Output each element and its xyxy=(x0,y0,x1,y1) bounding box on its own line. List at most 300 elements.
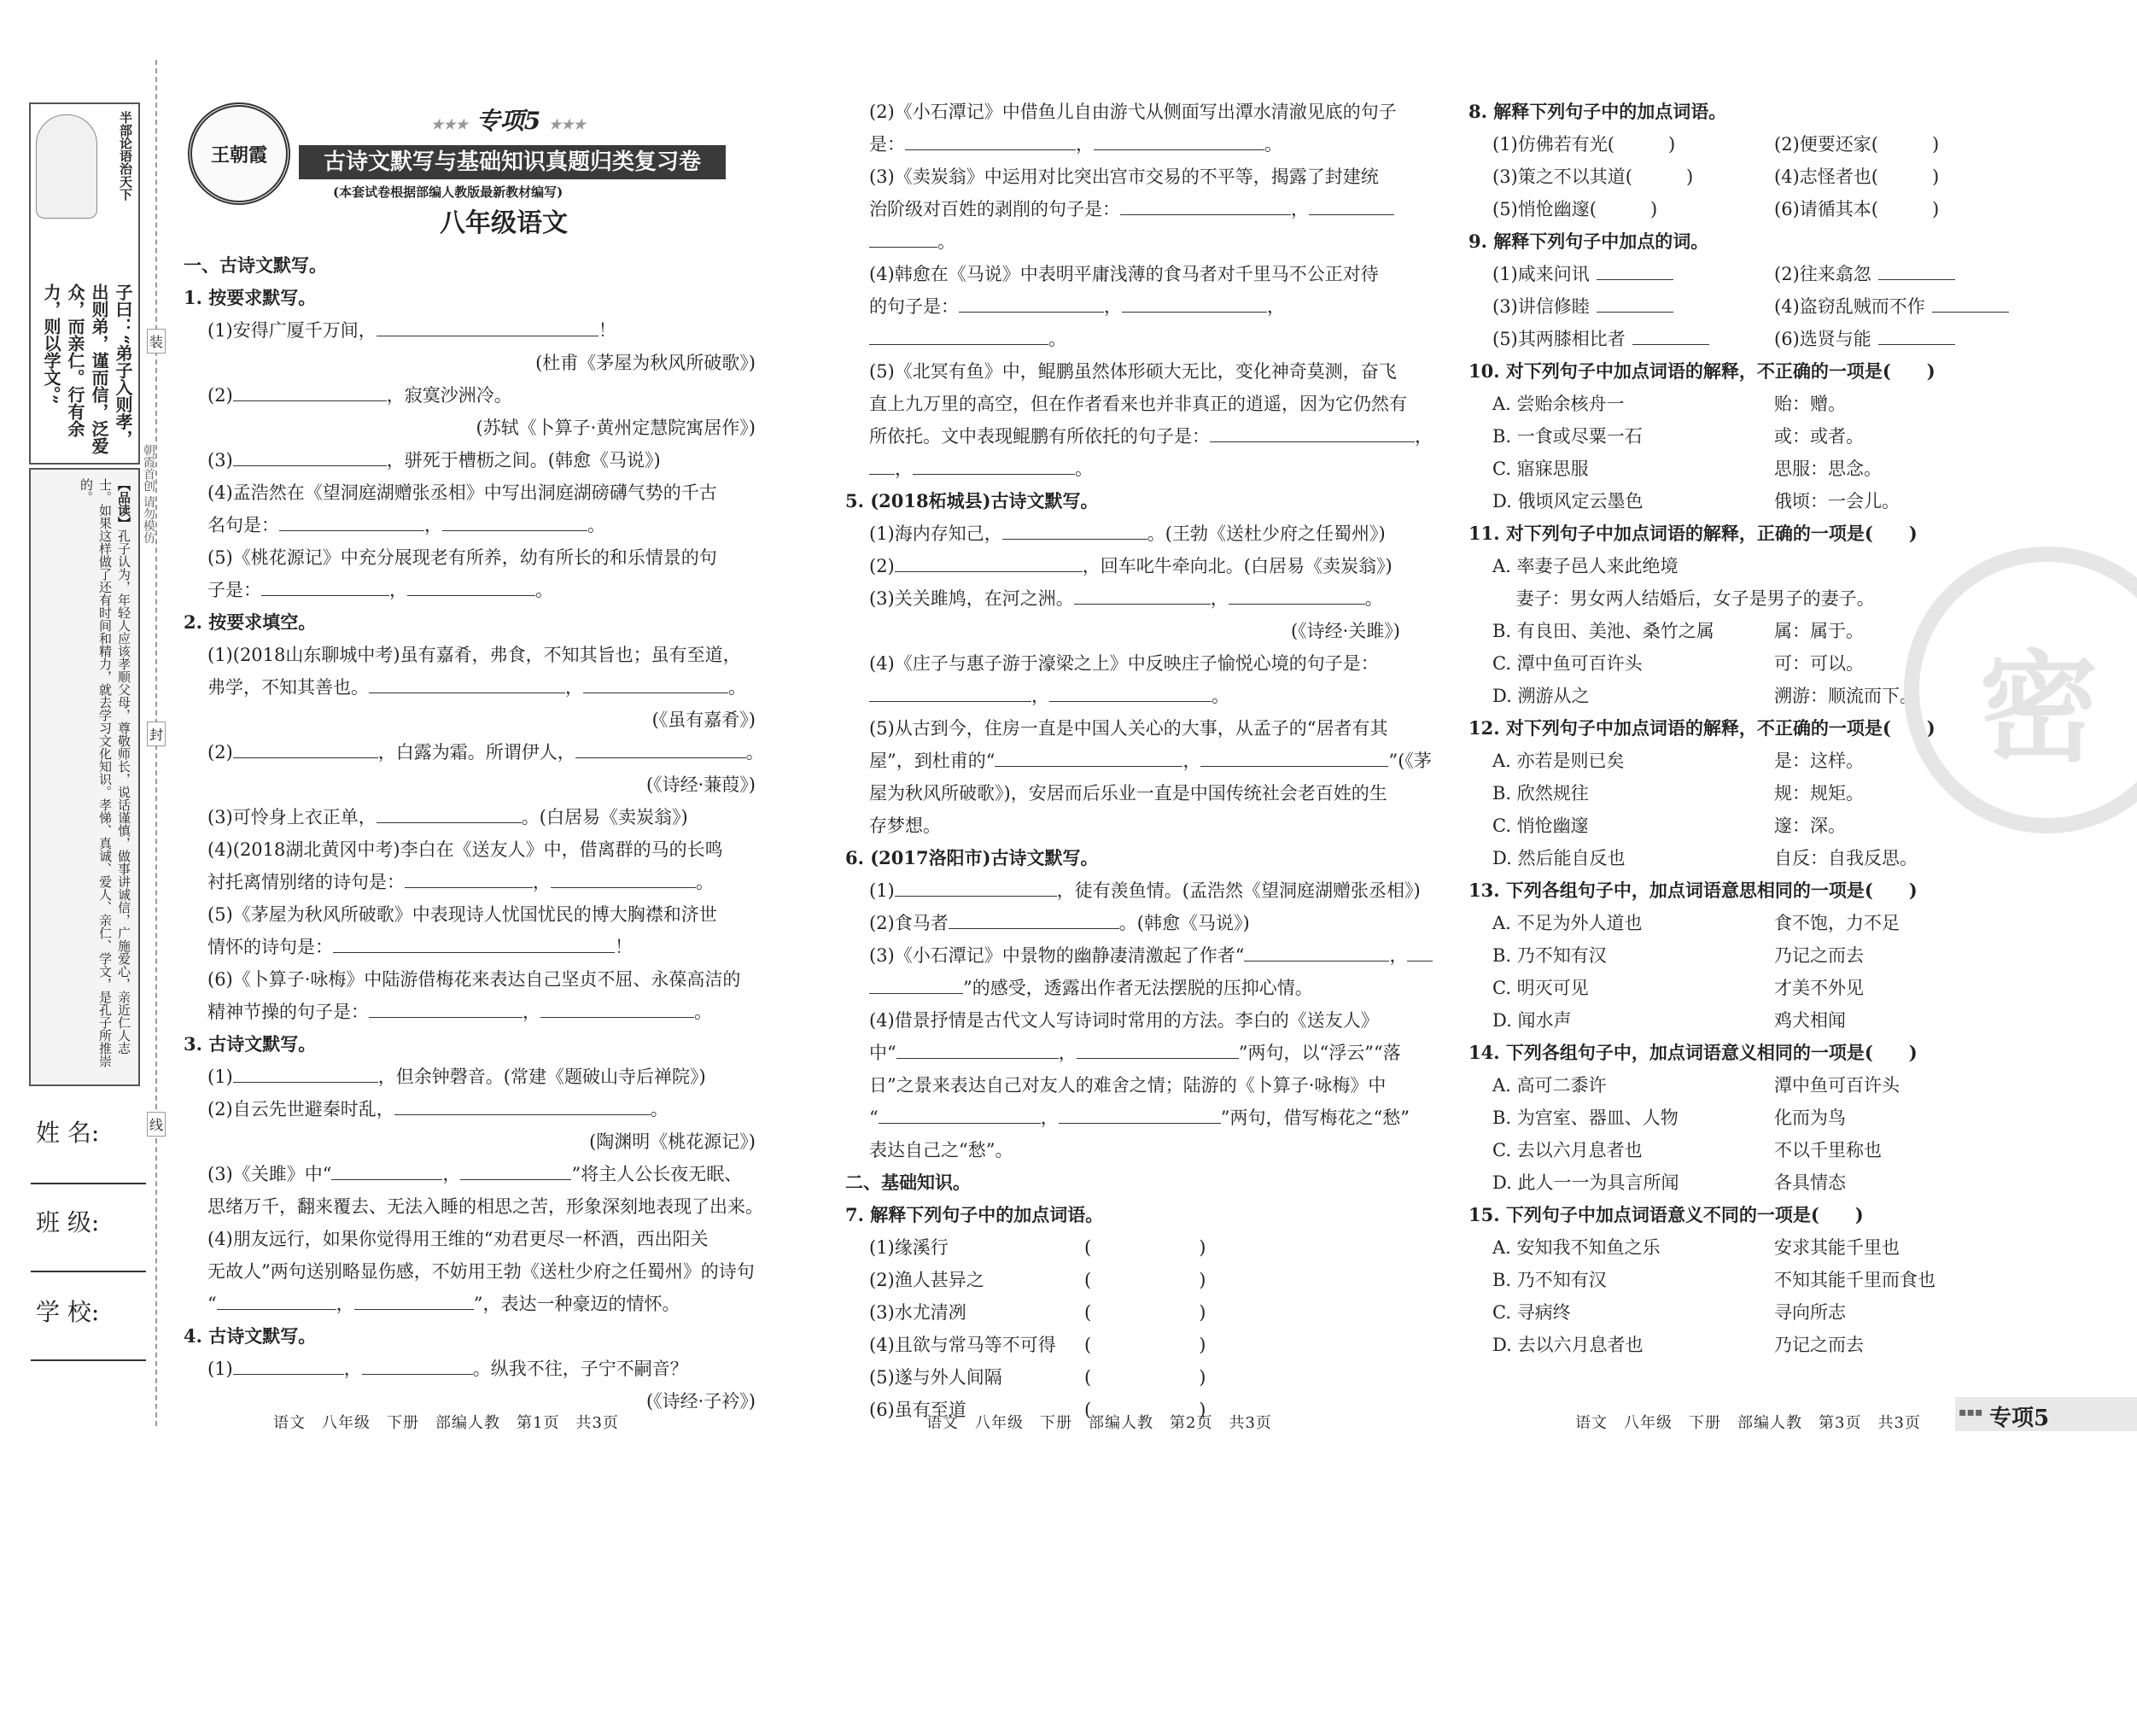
question-text: 所依托。文中表现鲲鹏有所依托的句子是： xyxy=(869,426,1210,447)
answer-blank[interactable] xyxy=(1407,944,1433,962)
option-gloss: 贻：赠。 xyxy=(1774,394,1846,414)
grade-title: 八年级语文 xyxy=(440,208,568,238)
question-text: (1) xyxy=(207,1067,233,1087)
question-text: ”将主人公长夜无眠、 xyxy=(571,1164,743,1184)
question-line xyxy=(845,1199,1400,1231)
answer-blank[interactable] xyxy=(1002,522,1147,540)
question-text: ，寂寞沙洲冷。 xyxy=(386,385,512,406)
answer-blank[interactable] xyxy=(1200,749,1388,767)
commentary-box xyxy=(29,468,140,1086)
question-line xyxy=(845,582,1400,615)
question-title: 12. 对下列句子中加点词语的解释，不正确的一项是( ) xyxy=(1468,717,1936,739)
option-text: C. 明灭可见 xyxy=(1492,978,1589,998)
question-text: 。 xyxy=(535,580,553,600)
answer-blank[interactable] xyxy=(233,448,387,466)
question-text: (《诗经·蒹葭》) xyxy=(645,774,756,795)
question-text: ， xyxy=(1182,751,1201,771)
question-text: 。(韩愈《马说》) xyxy=(1118,913,1250,933)
question-line xyxy=(184,606,756,639)
question-line xyxy=(845,1231,1400,1264)
question-text: ， xyxy=(1076,134,1094,155)
question-text: (苏轼《卜算子·黄州定慧院寓居作》) xyxy=(476,418,756,438)
question-title: 8. 解释下列句子中的加点词语。 xyxy=(1468,101,1727,122)
page-1-column xyxy=(184,249,764,1736)
question-text: (1)海内存知己， xyxy=(869,523,1002,544)
item-text: (1)仿佛若有光( ) xyxy=(1492,134,1676,155)
item-row xyxy=(1468,161,2066,193)
item-cell xyxy=(1492,258,1774,290)
question-line xyxy=(845,1361,1400,1394)
answer-blank[interactable] xyxy=(1878,262,1955,280)
option-text: A. 高可二黍许 xyxy=(1492,1075,1607,1096)
question-text: (陶渊明《桃花源记》) xyxy=(589,1131,756,1152)
option-gloss: 乃记之而去 xyxy=(1774,945,1864,966)
question-text: (4)《庄子与惠子游于濠梁之上》中反映庄子愉悦心境的句子是： xyxy=(869,653,1379,674)
answer-blank[interactable] xyxy=(1309,197,1394,215)
question-text: ， xyxy=(565,677,583,698)
question-line xyxy=(845,1134,1400,1166)
item-cell xyxy=(1774,290,2056,323)
answer-paren[interactable]: ( ) xyxy=(1084,1302,1206,1323)
answer-blank[interactable] xyxy=(995,749,1182,767)
answer-blank[interactable] xyxy=(331,1162,442,1180)
school-field[interactable] xyxy=(31,1359,146,1361)
question-line xyxy=(845,355,1400,388)
option-row[interactable] xyxy=(1468,1102,2066,1134)
header xyxy=(179,94,777,239)
question-text: 6. (2017洛阳市)古诗文默写。 xyxy=(845,847,1099,868)
option-row[interactable] xyxy=(1468,1329,2066,1361)
option-text: D. 此人一一为具言所闻 xyxy=(1492,1172,1679,1193)
question-text: 中“ xyxy=(869,1043,896,1063)
question-text: ，但余钟磬音。(常建《题破山寺后禅院》) xyxy=(377,1067,706,1087)
answer-blank[interactable] xyxy=(460,1162,571,1180)
answer-blank[interactable] xyxy=(377,319,598,336)
answer-blank[interactable] xyxy=(394,1097,651,1115)
question-text: ”两句，借写梅花之“愁” xyxy=(1220,1108,1410,1128)
option-gloss: 规：规矩。 xyxy=(1774,783,1864,804)
question-line xyxy=(184,996,756,1028)
class-field[interactable] xyxy=(31,1271,146,1272)
option-text: A. 亦若是则已矣 xyxy=(1492,751,1625,771)
item-cell xyxy=(1774,258,2056,290)
answer-blank[interactable] xyxy=(233,383,387,401)
question-text: (3)《关雎》中“ xyxy=(207,1164,332,1184)
question-line xyxy=(184,1190,763,1223)
item-row xyxy=(1468,258,2066,290)
footer-page-2: 语文 八年级 下册 部编人教 第2页 共3页 xyxy=(926,1414,1272,1432)
question-line xyxy=(845,939,1408,972)
question-line xyxy=(845,647,1400,680)
answer-blank[interactable] xyxy=(1878,327,1955,345)
question-text: 1. 按要求默写。 xyxy=(184,287,317,308)
question-text: 名句是： xyxy=(207,515,279,535)
question-line xyxy=(845,972,1400,1004)
question-line xyxy=(845,842,1400,874)
quote-box xyxy=(29,102,140,465)
question-line xyxy=(184,1125,756,1158)
option-text: C. 寻病终 xyxy=(1492,1302,1571,1323)
item-cell xyxy=(1492,323,1774,355)
answer-paren[interactable]: ( ) xyxy=(1084,1270,1206,1290)
question-line xyxy=(184,509,756,541)
question-text: 。 xyxy=(694,1002,712,1022)
question-line xyxy=(184,249,756,282)
question-text: (5)《茅屋为秋风所破歌》中表现诗人忧国忧民的博大胸襟和济世 xyxy=(207,904,717,925)
answer-paren[interactable]: ( ) xyxy=(1084,1400,1206,1420)
option-row[interactable] xyxy=(1468,453,2066,485)
answer-blank[interactable] xyxy=(369,675,565,693)
option-row[interactable] xyxy=(1468,1069,2066,1102)
option-gloss: 是：这样。 xyxy=(1774,751,1864,771)
question-text: 。 xyxy=(1048,329,1066,349)
question-text: (4)朋友远行，如果你觉得用王维的“劝君更尽一杯酒，西出阳关 xyxy=(207,1229,709,1249)
question-text: (《虽有嘉肴》) xyxy=(651,710,756,730)
question-text: 存梦想。 xyxy=(869,815,941,836)
commentary-text: 孔子认为，年轻人应该孝顺父母，尊敬师长，说话谨慎，做事讲诚信，广施爱心，亲近仁人志士。如果这样做了还有时间和精力，就去学习文化知识。孝悌、真诚、爱人、亲仁、学文，是孔子所推崇的。 xyxy=(79,478,131,1067)
answer-blank[interactable] xyxy=(405,870,533,888)
special-label-text: 专项5 xyxy=(476,107,541,135)
question-text: (1)安得广厦千万间， xyxy=(207,320,377,341)
question-text: ，骈死于槽枥之间。(韩愈《马说》) xyxy=(386,450,661,471)
question-text: (4)且欲与常马等不可得 xyxy=(869,1335,1056,1355)
item-text: (2)往来翕忽 xyxy=(1774,264,1871,284)
option-text: B. 乃不知有汉 xyxy=(1492,1270,1607,1290)
question-text: ， xyxy=(895,459,913,479)
option-gloss: 各具情态 xyxy=(1774,1172,1846,1193)
answer-blank[interactable] xyxy=(333,935,615,953)
answer-blank[interactable] xyxy=(407,578,535,596)
option-row[interactable] xyxy=(1468,972,2066,1004)
question-text: (4)孟浩然在《望洞庭湖赠张丞相》中写出洞庭湖磅礴气势的千古 xyxy=(207,482,717,503)
answer-blank[interactable] xyxy=(362,1357,473,1375)
question-text: (5)从古到今，住房一直是中国人关心的大事，从孟子的“居者有其 xyxy=(869,718,1388,739)
question-text: 。(白居易《卖炭翁》) xyxy=(521,807,688,827)
question-text: (5)遂与外人间隔 xyxy=(869,1367,1002,1388)
answer-blank[interactable] xyxy=(233,1065,378,1083)
answer-blank[interactable] xyxy=(895,879,1057,897)
answer-blank[interactable] xyxy=(1932,295,2009,313)
question-text: “ xyxy=(869,1108,879,1128)
answer-blank[interactable] xyxy=(1120,197,1291,215)
question-text: 情怀的诗句是： xyxy=(207,937,333,957)
option-gloss: 溯游：顺流而下。 xyxy=(1774,686,1918,706)
question-line xyxy=(845,907,1400,939)
question-text: 一、古诗文默写。 xyxy=(184,254,327,276)
answer-blank[interactable] xyxy=(1210,424,1415,442)
answer-blank[interactable] xyxy=(1597,262,1673,280)
footer-page-3: 语文 八年级 下册 部编人教 第3页 共3页 xyxy=(1575,1414,1921,1432)
question-line xyxy=(845,1004,1400,1037)
footer-page-1: 语文 八年级 下册 部编人教 第1页 共3页 xyxy=(273,1414,619,1432)
answer-blank[interactable] xyxy=(217,1292,336,1310)
question-text: ， xyxy=(1031,686,1049,706)
question-text: ， xyxy=(1040,1108,1059,1128)
option-text: B. 为宫室、器皿、人物 xyxy=(1492,1108,1679,1128)
answer-blank[interactable] xyxy=(442,513,587,531)
option-gloss: 或：或者。 xyxy=(1774,426,1864,447)
item-row xyxy=(1468,323,2066,355)
question-text: (2) xyxy=(869,556,895,576)
question-line xyxy=(184,1093,756,1125)
question-text: 二、基础知识。 xyxy=(845,1172,971,1193)
option-row[interactable] xyxy=(1468,388,2066,420)
question-text: 。 xyxy=(587,515,605,535)
question-text: 精神节操的句子是： xyxy=(207,1002,369,1022)
item-text: (6)请循其本( ) xyxy=(1774,199,1940,219)
page-title: 古诗文默写与基础知识真题归类复习卷 xyxy=(299,145,726,179)
answer-blank[interactable] xyxy=(1049,684,1212,702)
question-line xyxy=(845,128,1400,161)
answer-blank[interactable] xyxy=(354,1292,474,1310)
option-row[interactable] xyxy=(1468,1166,2066,1199)
answer-blank[interactable] xyxy=(1074,587,1211,605)
question-text: ， xyxy=(1415,426,1433,447)
question-text: ， xyxy=(1291,199,1309,219)
answer-blank[interactable] xyxy=(233,740,378,758)
question-line xyxy=(845,1069,1400,1102)
corner-label: ▪▪▪ 专项5 xyxy=(1955,1397,2137,1431)
answer-blank[interactable] xyxy=(869,327,1048,345)
option-text: C. 潭中鱼可百许头 xyxy=(1492,653,1643,674)
option-row[interactable] xyxy=(1468,907,2066,939)
option-row[interactable] xyxy=(1468,1004,2066,1037)
question-line xyxy=(845,225,1400,258)
answer-blank[interactable] xyxy=(959,295,1104,313)
item-cell xyxy=(1774,323,2056,355)
question-text: (6)虽有至道 xyxy=(869,1400,966,1420)
class-label: 班 级: xyxy=(36,1208,100,1236)
question-text: 表达自己之“愁”。 xyxy=(869,1140,1013,1160)
question-text: ！ xyxy=(598,320,616,341)
question-line xyxy=(845,193,1400,225)
answer-blank[interactable] xyxy=(895,554,1083,572)
option-row[interactable] xyxy=(1468,485,2066,517)
question-line xyxy=(184,866,756,898)
option-text: C. 寤寐思服 xyxy=(1492,459,1589,479)
question-line xyxy=(845,745,1432,777)
question-line xyxy=(845,615,1400,647)
quote-text: 子曰：“弟子入则孝，出则弟，谨而信，泛爱众，而亲仁。行有余力，则以学文。” xyxy=(41,283,133,454)
question-text: 。纵我不往，子宁不嗣音？ xyxy=(472,1359,688,1379)
question-text: 。 xyxy=(1075,459,1093,479)
question-line xyxy=(845,517,1400,550)
brand-name: 王朝霞 xyxy=(210,143,267,167)
answer-blank[interactable] xyxy=(1597,295,1673,313)
question-line xyxy=(845,258,1400,290)
option-row[interactable] xyxy=(1468,420,2066,453)
question-line xyxy=(184,1028,756,1061)
answer-blank[interactable] xyxy=(369,1000,523,1018)
option-row[interactable] xyxy=(1468,1231,2066,1264)
option-text: A. 安知我不知鱼之乐 xyxy=(1492,1237,1661,1258)
question-text: (4)(2018湖北黄冈中考)李白在《送友人》中，借离群的马的长鸣 xyxy=(207,839,723,860)
answer-blank[interactable] xyxy=(1077,1041,1239,1059)
question-text: ”(《茅 xyxy=(1388,751,1432,771)
question-line xyxy=(845,388,1407,420)
answer-blank[interactable] xyxy=(261,578,389,596)
left-sidebar xyxy=(0,0,162,1487)
commentary-title: 【品读】 xyxy=(116,478,131,529)
option-gloss: 乃记之而去 xyxy=(1774,1335,1864,1355)
answer-blank[interactable] xyxy=(913,457,1075,475)
answer-paren[interactable]: ( ) xyxy=(1084,1367,1206,1388)
question-text: (3)关关雎鸠，在河之洲。 xyxy=(869,588,1074,609)
answer-blank[interactable] xyxy=(377,805,522,823)
option-gloss: 潭中鱼可百许头 xyxy=(1774,1075,1900,1096)
question-text: ， xyxy=(533,872,551,892)
question-line xyxy=(845,874,1421,907)
question-text: 无故人”两句送别略显伤感，不妨用王勃《送杜少府之任蜀州》的诗句 xyxy=(207,1261,755,1282)
question-line xyxy=(845,810,1400,842)
item-text: (4)盗窃乱贼而不作 xyxy=(1774,296,1925,317)
question-text: (2)《小石潭记》中借鱼儿自由游弋从侧面写出潭水清澈见底的句子 xyxy=(869,102,1397,122)
option-row[interactable] xyxy=(1468,1134,2066,1166)
answer-blank[interactable] xyxy=(233,1357,344,1375)
answer-blank[interactable] xyxy=(896,1041,1059,1059)
question-text: ， xyxy=(389,580,407,600)
option-text: D. 然后能自反也 xyxy=(1492,848,1626,868)
answer-blank[interactable] xyxy=(540,1000,694,1018)
question-text: (2) xyxy=(207,385,233,406)
question-line xyxy=(845,1264,1400,1296)
page-3-column xyxy=(1468,96,2066,1582)
question-text: (2) xyxy=(207,742,233,763)
answer-blank[interactable] xyxy=(1059,1106,1221,1124)
answer-blank[interactable] xyxy=(869,976,963,994)
option-text: B. 有良田、美池、桑竹之属 xyxy=(1492,621,1714,641)
question-line xyxy=(184,1223,756,1255)
question-line xyxy=(184,1320,756,1353)
question-line xyxy=(845,777,1400,810)
question-text: 。 xyxy=(728,677,746,698)
question-text: ， xyxy=(1058,1043,1077,1063)
question-line xyxy=(845,680,1400,712)
binding-mark-xian: 线 xyxy=(147,1112,166,1137)
question-text: 。 xyxy=(1264,134,1282,155)
question-text: (1)缘溪行 xyxy=(869,1237,949,1258)
answer-blank[interactable] xyxy=(575,740,746,758)
answer-blank[interactable] xyxy=(1122,295,1267,313)
item-cell xyxy=(1492,290,1774,323)
question-text: 思绪万千，翻来覆去、无法入睡的相思之苦，形象深刻地表现了出来。 xyxy=(207,1196,763,1217)
question-line xyxy=(845,453,1400,485)
question-text: 7. 解释下列句子中的加点词语。 xyxy=(845,1204,1104,1225)
question-text: ， xyxy=(336,1294,354,1314)
answer-blank[interactable] xyxy=(583,675,728,693)
question-line xyxy=(845,1166,1400,1199)
question-text: (2)渔人甚异之 xyxy=(869,1270,984,1290)
answer-blank[interactable] xyxy=(1094,132,1264,150)
question-text: ， xyxy=(1267,296,1285,317)
option-row[interactable] xyxy=(1468,842,2066,874)
question-text: (3)水尤清冽 xyxy=(869,1302,966,1323)
question-text: 。 xyxy=(650,1099,669,1119)
answer-blank[interactable] xyxy=(279,513,424,531)
question-text: ， xyxy=(343,1359,362,1379)
question-text: ！ xyxy=(615,937,633,957)
answer-blank[interactable] xyxy=(949,911,1119,929)
option-text: A. 率妻子邑人来此绝境 xyxy=(1492,556,1679,576)
answer-blank[interactable] xyxy=(551,870,696,888)
question-text: ，徒有羡鱼情。(孟浩然《望洞庭湖赠张丞相》) xyxy=(1056,880,1421,901)
answer-blank[interactable] xyxy=(879,1106,1041,1124)
question-text: (杜甫《茅屋为秋风所破歌》) xyxy=(535,353,756,373)
answer-blank[interactable] xyxy=(1632,327,1709,345)
item-text: (2)便要还家( ) xyxy=(1774,134,1940,155)
question-title: 11. 对下列句子中加点词语的解释，正确的一项是( ) xyxy=(1468,523,1918,544)
question-title: 10. 对下列句子中加点词语的解释，不正确的一项是( ) xyxy=(1468,360,1936,382)
answer-blank[interactable] xyxy=(905,132,1076,150)
question-line xyxy=(184,736,764,769)
answer-blank[interactable] xyxy=(869,684,1031,702)
answer-blank[interactable] xyxy=(1244,944,1389,962)
item-text: (3)讲信修睦 xyxy=(1492,296,1590,317)
question-line xyxy=(845,550,1400,582)
question-text: 直上九万里的高空，但在作者看来也并非真正的逍遥，因为它仍然有 xyxy=(869,394,1407,414)
question-line xyxy=(184,314,756,347)
answer-paren[interactable]: ( ) xyxy=(1084,1335,1206,1355)
question-line xyxy=(184,1158,756,1190)
question-line xyxy=(184,801,756,833)
item-text: (6)选贤与能 xyxy=(1774,329,1871,349)
question-line xyxy=(184,282,756,314)
question-line xyxy=(184,671,756,704)
question-text: ， xyxy=(424,515,442,535)
option-gloss: 不知其能千里而食也 xyxy=(1774,1270,1936,1290)
item-row xyxy=(1468,290,2066,323)
question-line xyxy=(845,96,1400,128)
question-text: ， xyxy=(1389,945,1408,966)
answer-blank[interactable] xyxy=(1229,587,1365,605)
question-line xyxy=(845,420,1433,453)
question-text: ， xyxy=(523,1002,540,1022)
question-text: ，回车叱牛牵向北。(白居易《卖炭翁》) xyxy=(1082,556,1393,576)
question-line xyxy=(184,639,756,671)
question-line xyxy=(184,769,756,801)
answer-blank[interactable] xyxy=(869,457,895,475)
cartoon-avatar xyxy=(36,114,97,219)
option-row[interactable] xyxy=(1468,1264,2066,1296)
question-line xyxy=(184,833,756,866)
option-text: B. 欣然规往 xyxy=(1492,783,1589,804)
question-text: 。 xyxy=(1364,588,1383,609)
question-line xyxy=(184,704,756,736)
question-text: 2. 按要求填空。 xyxy=(184,611,317,633)
name-field[interactable] xyxy=(31,1183,146,1184)
question-line xyxy=(845,485,1400,517)
question-title: 9. 解释下列句子中加点的词。 xyxy=(1468,231,1709,252)
option-row[interactable] xyxy=(1468,1296,2066,1329)
option-gloss: 寻向所志 xyxy=(1774,1302,1846,1323)
answer-paren[interactable]: ( ) xyxy=(1084,1237,1206,1258)
question-line xyxy=(845,1329,1400,1361)
question-text: (3) xyxy=(207,450,233,471)
option-row[interactable] xyxy=(1468,939,2066,972)
question-text: 治阶级对百姓的剥削的句子是： xyxy=(869,199,1120,219)
question-line xyxy=(845,712,1400,745)
question-line xyxy=(845,1102,1410,1134)
question-text: (1) xyxy=(869,880,895,901)
question-text: (5)《北冥有鱼》中，鲲鹏虽然体形硕大无比，变化神奇莫测，奋飞 xyxy=(869,361,1397,382)
answer-blank[interactable] xyxy=(869,230,937,248)
option-text: B. 一食或尽粟一石 xyxy=(1492,426,1643,447)
question-text: (1) xyxy=(207,1359,233,1379)
question-text: 是： xyxy=(869,134,905,155)
question-text: (《诗经·关雎》) xyxy=(1290,621,1400,641)
question-text: ， xyxy=(1104,296,1122,317)
option-gloss: 化而为鸟 xyxy=(1774,1108,1846,1128)
